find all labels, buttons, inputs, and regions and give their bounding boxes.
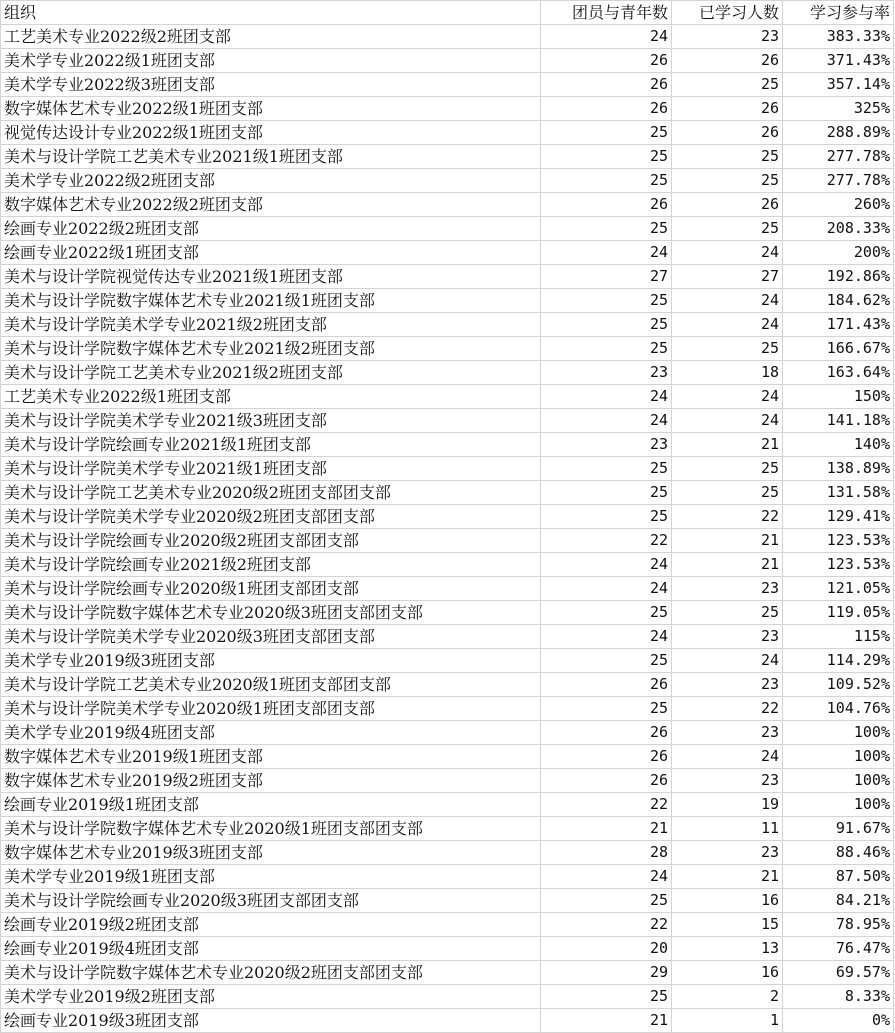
cell-studied-count: 23: [672, 841, 783, 865]
cell-participation-rate: 277.78%: [783, 169, 894, 193]
cell-member-count: 25: [541, 145, 672, 169]
cell-member-count: 29: [541, 961, 672, 985]
cell-organization: 美术与设计学院工艺美术专业2020级2班团支部团支部: [1, 481, 541, 505]
table-row: [1, 385, 894, 409]
cell-studied-count: 25: [672, 169, 783, 193]
table-row: [1, 409, 894, 433]
cell-member-count: 28: [541, 841, 672, 865]
cell-organization: 美术与设计学院美术学专业2021级3班团支部: [1, 409, 541, 433]
cell-participation-rate: 69.57%: [783, 961, 894, 985]
cell-member-count: 22: [541, 793, 672, 817]
cell-member-count: 24: [541, 385, 672, 409]
table-row: [1, 73, 894, 97]
cell-studied-count: 24: [672, 385, 783, 409]
table-row: [1, 265, 894, 289]
cell-member-count: 26: [541, 769, 672, 793]
table-row: [1, 121, 894, 145]
cell-organization: 美术与设计学院数字媒体艺术专业2020级3班团支部团支部: [1, 601, 541, 625]
cell-organization: 美术与设计学院美术学专业2020级2班团支部团支部: [1, 505, 541, 529]
table-row: [1, 1009, 894, 1033]
cell-member-count: 21: [541, 817, 672, 841]
cell-studied-count: 13: [672, 937, 783, 961]
cell-organization: 美术学专业2022级1班团支部: [1, 49, 541, 73]
cell-participation-rate: 121.05%: [783, 577, 894, 601]
cell-studied-count: 23: [672, 25, 783, 49]
table-row: [1, 889, 894, 913]
cell-participation-rate: 114.29%: [783, 649, 894, 673]
cell-organization: 美术与设计学院绘画专业2021级2班团支部: [1, 553, 541, 577]
cell-studied-count: 26: [672, 121, 783, 145]
cell-organization: 美术学专业2022级2班团支部: [1, 169, 541, 193]
cell-studied-count: 21: [672, 865, 783, 889]
cell-member-count: 25: [541, 121, 672, 145]
cell-participation-rate: 91.67%: [783, 817, 894, 841]
cell-participation-rate: 325%: [783, 97, 894, 121]
cell-studied-count: 24: [672, 745, 783, 769]
cell-studied-count: 25: [672, 601, 783, 625]
cell-studied-count: 19: [672, 793, 783, 817]
table-row: [1, 433, 894, 457]
cell-studied-count: 16: [672, 961, 783, 985]
cell-participation-rate: 383.33%: [783, 25, 894, 49]
cell-participation-rate: 8.33%: [783, 985, 894, 1009]
table-row: [1, 649, 894, 673]
cell-organization: 工艺美术专业2022级2班团支部: [1, 25, 541, 49]
cell-member-count: 26: [541, 673, 672, 697]
cell-organization: 美术学专业2019级3班团支部: [1, 649, 541, 673]
cell-member-count: 24: [541, 553, 672, 577]
cell-organization: 美术学专业2019级1班团支部: [1, 865, 541, 889]
table-row: [1, 25, 894, 49]
cell-member-count: 25: [541, 313, 672, 337]
cell-studied-count: 24: [672, 289, 783, 313]
cell-studied-count: 25: [672, 457, 783, 481]
cell-organization: 美术与设计学院美术学专业2021级2班团支部: [1, 313, 541, 337]
cell-organization: 绘画专业2022级1班团支部: [1, 241, 541, 265]
cell-participation-rate: 150%: [783, 385, 894, 409]
table-row: [1, 673, 894, 697]
cell-organization: 美术与设计学院美术学专业2020级1班团支部团支部: [1, 697, 541, 721]
cell-participation-rate: 140%: [783, 433, 894, 457]
cell-member-count: 25: [541, 889, 672, 913]
cell-studied-count: 22: [672, 505, 783, 529]
table-body: [1, 25, 894, 1033]
cell-participation-rate: 100%: [783, 745, 894, 769]
cell-member-count: 26: [541, 73, 672, 97]
cell-studied-count: 16: [672, 889, 783, 913]
cell-organization: 数字媒体艺术专业2019级3班团支部: [1, 841, 541, 865]
cell-participation-rate: 166.67%: [783, 337, 894, 361]
cell-participation-rate: 277.78%: [783, 145, 894, 169]
cell-participation-rate: 84.21%: [783, 889, 894, 913]
cell-member-count: 26: [541, 49, 672, 73]
cell-studied-count: 21: [672, 529, 783, 553]
cell-organization: 美术与设计学院数字媒体艺术专业2021级2班团支部: [1, 337, 541, 361]
cell-member-count: 24: [541, 865, 672, 889]
cell-participation-rate: 0%: [783, 1009, 894, 1033]
cell-member-count: 26: [541, 721, 672, 745]
cell-organization: 美术学专业2019级2班团支部: [1, 985, 541, 1009]
table-row: [1, 481, 894, 505]
table-row: [1, 217, 894, 241]
cell-member-count: 22: [541, 913, 672, 937]
cell-member-count: 24: [541, 241, 672, 265]
cell-studied-count: 24: [672, 313, 783, 337]
cell-participation-rate: 87.50%: [783, 865, 894, 889]
cell-organization: 美术与设计学院绘画专业2020级2班团支部团支部: [1, 529, 541, 553]
cell-studied-count: 24: [672, 409, 783, 433]
table-row: [1, 625, 894, 649]
cell-organization: 美术与设计学院绘画专业2021级1班团支部: [1, 433, 541, 457]
cell-organization: 美术学专业2022级3班团支部: [1, 73, 541, 97]
table-row: [1, 817, 894, 841]
table-row: [1, 193, 894, 217]
cell-member-count: 25: [541, 289, 672, 313]
cell-studied-count: 23: [672, 625, 783, 649]
cell-participation-rate: 119.05%: [783, 601, 894, 625]
cell-organization: 美术与设计学院数字媒体艺术专业2021级1班团支部: [1, 289, 541, 313]
cell-studied-count: 26: [672, 97, 783, 121]
table-row: [1, 601, 894, 625]
cell-participation-rate: 100%: [783, 769, 894, 793]
cell-participation-rate: 100%: [783, 793, 894, 817]
cell-participation-rate: 109.52%: [783, 673, 894, 697]
cell-participation-rate: 138.89%: [783, 457, 894, 481]
cell-studied-count: 23: [672, 577, 783, 601]
cell-member-count: 24: [541, 25, 672, 49]
table-row: [1, 241, 894, 265]
table-row: [1, 745, 894, 769]
cell-member-count: 27: [541, 265, 672, 289]
cell-participation-rate: 163.64%: [783, 361, 894, 385]
header-member-count: 团员与青年数: [541, 1, 672, 25]
cell-member-count: 24: [541, 577, 672, 601]
cell-studied-count: 15: [672, 913, 783, 937]
cell-member-count: 22: [541, 529, 672, 553]
table-row: [1, 553, 894, 577]
cell-participation-rate: 357.14%: [783, 73, 894, 97]
table-row: [1, 793, 894, 817]
cell-participation-rate: 141.18%: [783, 409, 894, 433]
cell-organization: 美术与设计学院数字媒体艺术专业2020级2班团支部团支部: [1, 961, 541, 985]
cell-participation-rate: 100%: [783, 721, 894, 745]
header-organization: 组织: [1, 1, 541, 25]
table-row: [1, 985, 894, 1009]
table-row: [1, 961, 894, 985]
cell-participation-rate: 78.95%: [783, 913, 894, 937]
cell-organization: 数字媒体艺术专业2022级1班团支部: [1, 97, 541, 121]
cell-participation-rate: 76.47%: [783, 937, 894, 961]
cell-organization: 美术与设计学院绘画专业2020级1班团支部团支部: [1, 577, 541, 601]
cell-participation-rate: 115%: [783, 625, 894, 649]
cell-organization: 数字媒体艺术专业2022级2班团支部: [1, 193, 541, 217]
cell-participation-rate: 200%: [783, 241, 894, 265]
cell-organization: 美术学专业2019级4班团支部: [1, 721, 541, 745]
table-row: [1, 361, 894, 385]
cell-studied-count: 25: [672, 217, 783, 241]
cell-organization: 美术与设计学院美术学专业2021级1班团支部: [1, 457, 541, 481]
table-row: [1, 169, 894, 193]
cell-studied-count: 26: [672, 49, 783, 73]
cell-member-count: 25: [541, 481, 672, 505]
cell-organization: 美术与设计学院数字媒体艺术专业2020级1班团支部团支部: [1, 817, 541, 841]
cell-studied-count: 23: [672, 769, 783, 793]
cell-participation-rate: 123.53%: [783, 553, 894, 577]
cell-member-count: 23: [541, 433, 672, 457]
cell-member-count: 25: [541, 697, 672, 721]
cell-studied-count: 24: [672, 241, 783, 265]
table-row: [1, 337, 894, 361]
cell-member-count: 26: [541, 97, 672, 121]
cell-member-count: 24: [541, 625, 672, 649]
cell-studied-count: 21: [672, 553, 783, 577]
cell-member-count: 24: [541, 409, 672, 433]
table-row: [1, 97, 894, 121]
table-row: [1, 505, 894, 529]
table-row: [1, 529, 894, 553]
cell-participation-rate: 371.43%: [783, 49, 894, 73]
cell-member-count: 25: [541, 457, 672, 481]
cell-member-count: 25: [541, 985, 672, 1009]
cell-member-count: 25: [541, 601, 672, 625]
cell-member-count: 26: [541, 745, 672, 769]
cell-studied-count: 24: [672, 649, 783, 673]
cell-member-count: 25: [541, 649, 672, 673]
header-row: [1, 1, 894, 25]
header-participation-rate: 学习参与率: [783, 1, 894, 25]
cell-participation-rate: 288.89%: [783, 121, 894, 145]
table-row: [1, 49, 894, 73]
cell-participation-rate: 104.76%: [783, 697, 894, 721]
cell-organization: 绘画专业2019级1班团支部: [1, 793, 541, 817]
table-row: [1, 937, 894, 961]
cell-organization: 美术与设计学院工艺美术专业2021级2班团支部: [1, 361, 541, 385]
cell-participation-rate: 88.46%: [783, 841, 894, 865]
cell-participation-rate: 131.58%: [783, 481, 894, 505]
cell-studied-count: 2: [672, 985, 783, 1009]
table-row: [1, 865, 894, 889]
cell-organization: 美术与设计学院视觉传达专业2021级1班团支部: [1, 265, 541, 289]
cell-organization: 工艺美术专业2022级1班团支部: [1, 385, 541, 409]
cell-organization: 数字媒体艺术专业2019级2班团支部: [1, 769, 541, 793]
cell-studied-count: 11: [672, 817, 783, 841]
cell-organization: 数字媒体艺术专业2019级1班团支部: [1, 745, 541, 769]
table-row: [1, 721, 894, 745]
cell-member-count: 20: [541, 937, 672, 961]
cell-organization: 绘画专业2019级4班团支部: [1, 937, 541, 961]
cell-member-count: 25: [541, 217, 672, 241]
cell-member-count: 25: [541, 337, 672, 361]
cell-participation-rate: 129.41%: [783, 505, 894, 529]
cell-studied-count: 26: [672, 193, 783, 217]
cell-studied-count: 25: [672, 73, 783, 97]
cell-organization: 绘画专业2019级3班团支部: [1, 1009, 541, 1033]
cell-studied-count: 25: [672, 337, 783, 361]
cell-studied-count: 23: [672, 721, 783, 745]
table-row: [1, 697, 894, 721]
cell-studied-count: 18: [672, 361, 783, 385]
cell-member-count: 23: [541, 361, 672, 385]
cell-studied-count: 21: [672, 433, 783, 457]
cell-member-count: 26: [541, 193, 672, 217]
cell-studied-count: 27: [672, 265, 783, 289]
table-row: [1, 913, 894, 937]
cell-member-count: 21: [541, 1009, 672, 1033]
cell-participation-rate: 208.33%: [783, 217, 894, 241]
cell-participation-rate: 171.43%: [783, 313, 894, 337]
cell-organization: 美术与设计学院工艺美术专业2020级1班团支部团支部: [1, 673, 541, 697]
table-row: [1, 577, 894, 601]
cell-participation-rate: 192.86%: [783, 265, 894, 289]
cell-organization: 绘画专业2022级2班团支部: [1, 217, 541, 241]
table-row: [1, 457, 894, 481]
cell-organization: 美术与设计学院工艺美术专业2021级1班团支部: [1, 145, 541, 169]
header-studied-count: 已学习人数: [672, 1, 783, 25]
cell-studied-count: 1: [672, 1009, 783, 1033]
table-row: [1, 769, 894, 793]
cell-participation-rate: 184.62%: [783, 289, 894, 313]
cell-organization: 美术与设计学院美术学专业2020级3班团支部团支部: [1, 625, 541, 649]
cell-organization: 美术与设计学院绘画专业2020级3班团支部团支部: [1, 889, 541, 913]
cell-studied-count: 25: [672, 481, 783, 505]
cell-studied-count: 22: [672, 697, 783, 721]
cell-member-count: 25: [541, 169, 672, 193]
table-row: [1, 145, 894, 169]
cell-studied-count: 25: [672, 145, 783, 169]
cell-organization: 视觉传达设计专业2022级1班团支部: [1, 121, 541, 145]
cell-studied-count: 23: [672, 673, 783, 697]
cell-participation-rate: 260%: [783, 193, 894, 217]
table-row: [1, 841, 894, 865]
table-row: [1, 289, 894, 313]
cell-organization: 绘画专业2019级2班团支部: [1, 913, 541, 937]
cell-participation-rate: 123.53%: [783, 529, 894, 553]
table-row: [1, 313, 894, 337]
cell-member-count: 25: [541, 505, 672, 529]
